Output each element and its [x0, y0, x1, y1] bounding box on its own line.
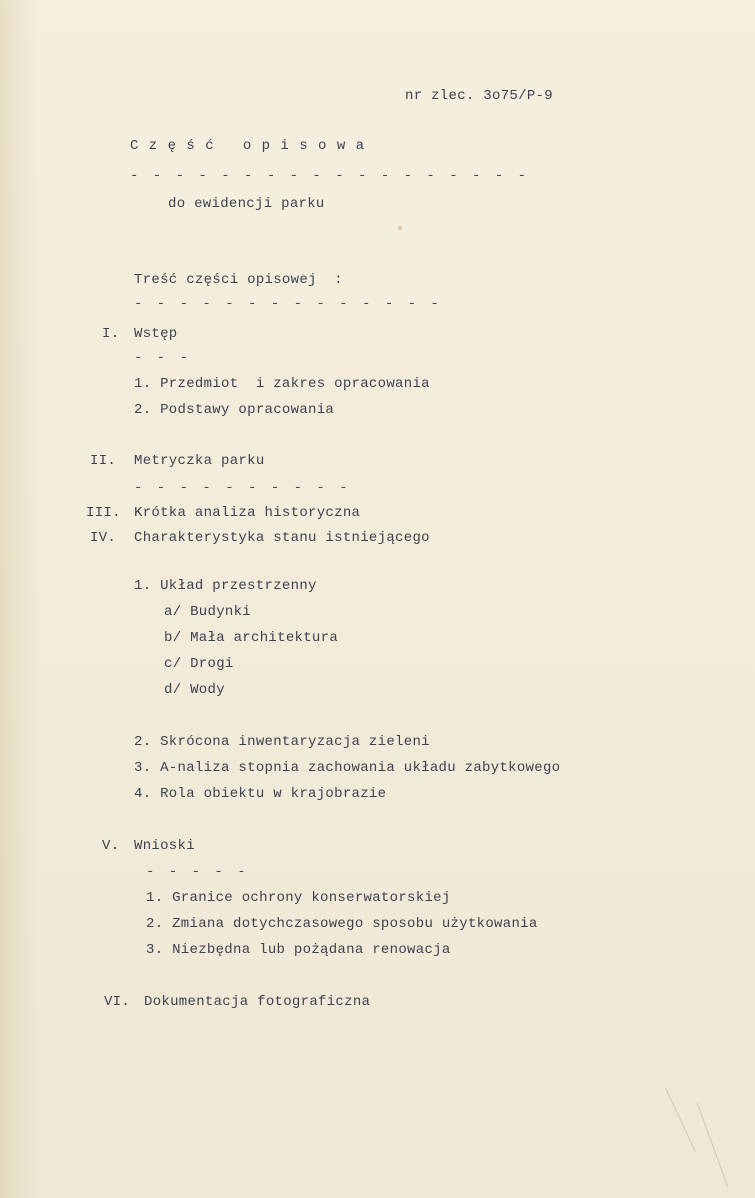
- section-numeral: II.: [90, 453, 117, 469]
- list-item: 4. Rola obiektu w krajobrazie: [134, 786, 387, 802]
- section-underline: - - - - -: [146, 864, 249, 880]
- section-numeral: V.: [102, 838, 120, 854]
- contents-heading: Treść części opisowej :: [134, 272, 343, 288]
- list-item: 1. Granice ochrony konserwatorskiej: [146, 890, 451, 906]
- sub-list-item: b/ Mała architektura: [164, 630, 339, 646]
- paper-spot: [398, 226, 402, 230]
- section-title: Wnioski: [134, 838, 195, 854]
- section-title: Charakterystyka stanu istniejącego: [134, 530, 430, 546]
- section-numeral: IV.: [90, 530, 117, 546]
- contents-underline: - - - - - - - - - - - - - -: [134, 296, 442, 312]
- section-title: Krótka analiza historyczna: [134, 505, 361, 521]
- document-subtitle: do ewidencji parku: [168, 196, 325, 212]
- list-item: 2. Zmiana dotychczasowego sposobu użytkowania: [146, 916, 538, 932]
- section-numeral: III.: [86, 505, 121, 521]
- section-numeral: VI.: [104, 994, 131, 1010]
- paper-crease: [697, 1103, 729, 1188]
- sub-list-item: a/ Budynki: [164, 604, 252, 620]
- document-title: C z ę ś ć o p i s o w a: [130, 138, 366, 154]
- section-title: Metryczka parku: [134, 453, 265, 469]
- list-item: 2. Podstawy opracowania: [134, 402, 335, 418]
- order-number: nr zlec. 3o75/P-9: [405, 88, 553, 104]
- section-underline: - - - - - - - - - -: [134, 480, 351, 496]
- section-title: Dokumentacja fotograficzna: [144, 994, 371, 1010]
- list-item: 2. Skrócona inwentaryzacja zieleni: [134, 734, 430, 750]
- paper-crease: [665, 1088, 695, 1152]
- list-item: 3. A-naliza stopnia zachowania układu zabytkowego: [134, 760, 561, 776]
- list-item: 3. Niezbędna lub pożądana renowacja: [146, 942, 451, 958]
- list-item: 1. Przedmiot i zakres opracowania: [134, 376, 430, 392]
- title-underline: - - - - - - - - - - - - - - - - - -: [130, 168, 530, 184]
- section-title: Wstęp: [134, 326, 178, 342]
- list-item: 1. Układ przestrzenny: [134, 578, 317, 594]
- sub-list-item: d/ Wody: [164, 682, 225, 698]
- section-underline: - - -: [134, 350, 192, 366]
- section-numeral: I.: [102, 326, 120, 342]
- sub-list-item: c/ Drogi: [164, 656, 234, 672]
